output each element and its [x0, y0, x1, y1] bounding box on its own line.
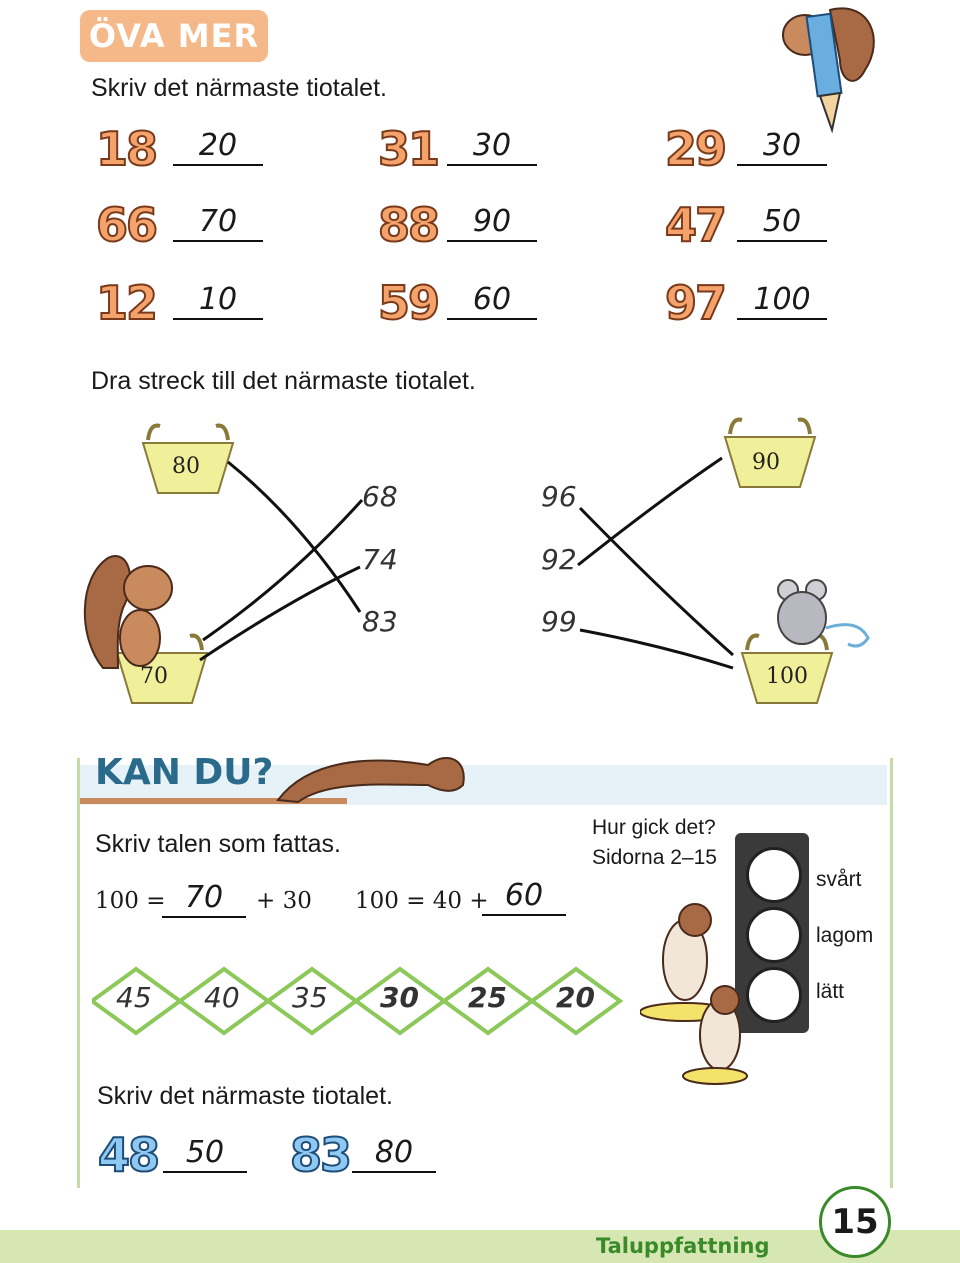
section2-instruction: Dra streck till det närmaste tiotalet. [91, 367, 476, 395]
eq1-prefix: 100 = [95, 888, 166, 914]
eq1-answer[interactable]: 70 [162, 880, 246, 918]
target-number: 47 [665, 198, 726, 252]
footer-bar [0, 1230, 960, 1263]
bottom-answer-83[interactable]: 80 [352, 1135, 436, 1173]
basket-label-80: 80 [172, 454, 200, 479]
sequence-number: 35 [292, 981, 328, 1014]
rounded-answer[interactable]: 60 [447, 282, 537, 320]
rounded-answer[interactable]: 70 [173, 204, 263, 242]
lamp-easy[interactable] [746, 967, 802, 1023]
sequence-chain [92, 965, 632, 1045]
eq2-answer[interactable]: 60 [482, 878, 566, 916]
rounded-answer[interactable]: 30 [737, 128, 827, 166]
target-number: 59 [378, 276, 439, 330]
eq1-suffix: + 30 [256, 888, 312, 914]
sequence-number[interactable]: 25 [468, 981, 507, 1014]
right-number-99: 99 [541, 605, 577, 638]
right-number-92: 92 [541, 543, 577, 576]
bottom-number-83: 83 [290, 1128, 351, 1182]
target-number: 66 [96, 198, 157, 252]
level-hard: svårt [816, 868, 862, 891]
bottom-answer-48[interactable]: 50 [163, 1135, 247, 1173]
page-number: 15 [819, 1186, 891, 1258]
basket-label-70: 70 [140, 664, 168, 689]
section1-instruction: Skriv det närmaste tiotalet. [91, 74, 387, 102]
target-number: 31 [378, 122, 439, 176]
line-92-to-90 [578, 458, 722, 565]
rounded-answer[interactable]: 20 [173, 128, 263, 166]
eq2-prefix: 100 = 40 + [355, 888, 489, 914]
target-number: 88 [378, 198, 439, 252]
sequence-number: 40 [204, 981, 240, 1014]
kan-du-instruction: Skriv talen som fattas. [95, 830, 341, 858]
lamp-medium[interactable] [746, 907, 802, 963]
line-68-to-70 [203, 500, 362, 640]
level-easy: lätt [816, 980, 845, 1003]
feedback-title: Hur gick det? [592, 816, 716, 839]
level-medium: lagom [816, 924, 874, 947]
target-number: 97 [665, 276, 726, 330]
sequence-number[interactable]: 20 [556, 981, 595, 1014]
ova-mer-banner: ÖVA MER [80, 10, 268, 62]
footer-subject: Taluppfattning [596, 1234, 770, 1258]
sequence-number: 45 [116, 981, 152, 1014]
sequence-number[interactable]: 30 [380, 981, 419, 1014]
line-96-to-100 [580, 508, 733, 655]
basket-label-90: 90 [752, 450, 780, 475]
bottom-number-48: 48 [98, 1128, 159, 1182]
rounded-answer[interactable]: 30 [447, 128, 537, 166]
weasel-illustration [268, 740, 478, 810]
target-number: 12 [96, 276, 157, 330]
kan-du-instruction2: Skriv det närmaste tiotalet. [97, 1082, 393, 1110]
lamp-hard[interactable] [746, 847, 802, 903]
line-83-to-80 [228, 462, 360, 612]
basket-label-100: 100 [766, 664, 808, 689]
right-number-96: 96 [541, 480, 577, 513]
feedback-pages: Sidorna 2–15 [592, 846, 717, 869]
skateboarding-weasels-illustration [640, 900, 750, 1100]
rounded-answer[interactable]: 90 [447, 204, 537, 242]
rounded-answer[interactable]: 100 [737, 282, 827, 320]
left-number-83: 83 [362, 605, 398, 638]
target-number: 18 [96, 122, 157, 176]
target-number: 29 [665, 122, 726, 176]
rounded-answer[interactable]: 50 [737, 204, 827, 242]
left-number-74: 74 [362, 543, 398, 576]
rounded-answer[interactable]: 10 [173, 282, 263, 320]
kan-du-title: KAN DU? [95, 752, 274, 793]
left-number-68: 68 [362, 480, 398, 513]
